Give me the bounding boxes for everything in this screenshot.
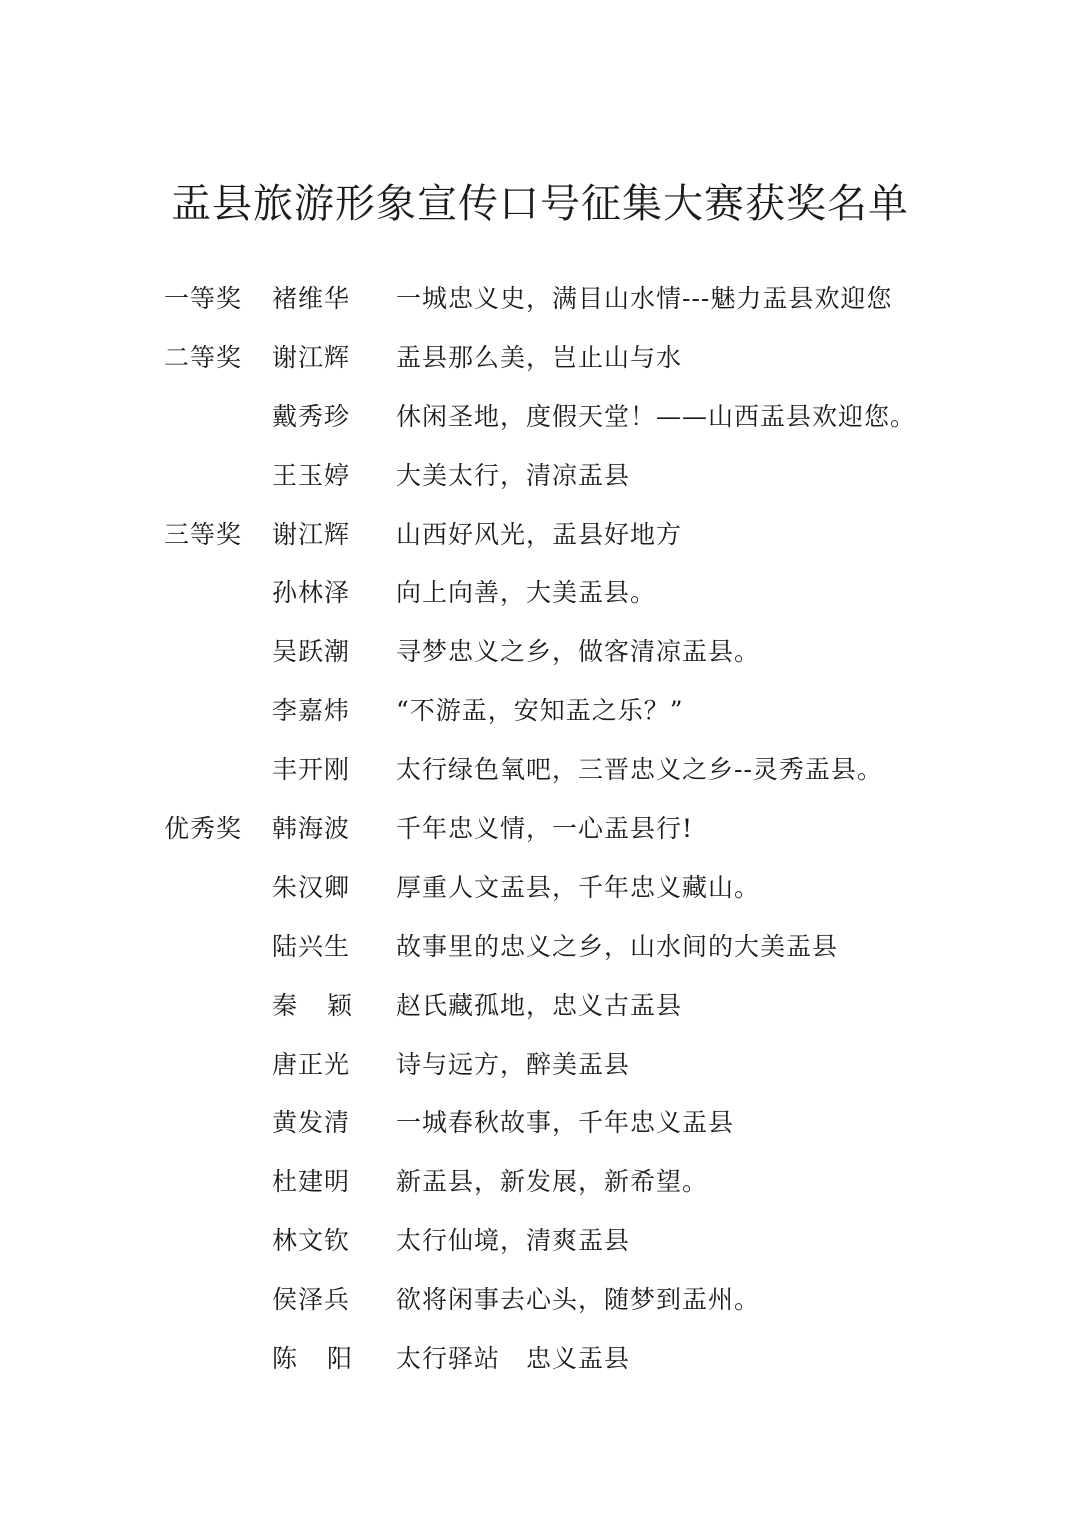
slogan-text: 一城忠义史，满目山水情---魅力盂县欢迎您 bbox=[396, 284, 893, 313]
prize-level: 三等奖 bbox=[164, 519, 243, 549]
winner-name: 谢江辉 bbox=[272, 342, 351, 372]
winner-name: 陈阳 bbox=[272, 1344, 383, 1374]
award-row bbox=[0, 741, 1080, 800]
winner-name: 褚维华 bbox=[272, 284, 351, 313]
slogan-text: 故事里的忠义之乡，山水间的大美盂县 bbox=[396, 931, 839, 961]
slogan-text: 向上向善，大美盂县。 bbox=[396, 578, 657, 608]
award-row bbox=[0, 388, 1080, 447]
award-row bbox=[0, 800, 1080, 859]
award-row bbox=[0, 447, 1080, 506]
slogan-text: 太行绿色氧吧，三晋忠义之乡--灵秀盂县。 bbox=[396, 755, 883, 785]
winner-name: 吴跃潮 bbox=[272, 637, 351, 667]
winner-name: 侯泽兵 bbox=[272, 1285, 351, 1315]
winner-name: 林文钦 bbox=[272, 1226, 351, 1256]
slogan-text: 新盂县，新发展，新希望。 bbox=[396, 1167, 709, 1197]
slogan-text: 千年忠义情，一心盂县行! bbox=[396, 814, 694, 844]
award-row bbox=[0, 1036, 1080, 1095]
page-title: 盂县旅游形象宣传口号征集大赛获奖名单 bbox=[171, 181, 909, 227]
winner-name: 秦颖 bbox=[272, 990, 383, 1020]
award-row bbox=[0, 1094, 1080, 1153]
winner-name: 朱汉卿 bbox=[272, 872, 351, 902]
winner-name: 孙林泽 bbox=[272, 578, 351, 608]
slogan-text: 休闲圣地，度假天堂！——山西盂县欢迎您。 bbox=[396, 401, 917, 431]
winner-name: 黄发清 bbox=[272, 1108, 351, 1138]
winner-name: 丰开刚 bbox=[272, 755, 351, 785]
winner-name: 王玉婷 bbox=[272, 460, 351, 490]
slogan-text: 盂县那么美，岂止山与水 bbox=[396, 342, 683, 372]
slogan-text: 山西好风光，盂县好地方 bbox=[396, 519, 683, 549]
award-row bbox=[0, 1330, 1080, 1389]
award-row bbox=[0, 506, 1080, 565]
slogan-text: 厚重人文盂县，千年忠义藏山。 bbox=[396, 872, 761, 902]
winner-name: 李嘉炜 bbox=[272, 696, 351, 726]
award-row bbox=[0, 270, 1080, 329]
slogan-text: 欲将闲事去心头，随梦到盂州。 bbox=[396, 1285, 761, 1315]
winner-name: 戴秀珍 bbox=[272, 401, 351, 431]
slogan-text: “不游盂，安知盂之乐？” bbox=[396, 696, 684, 726]
award-row bbox=[0, 564, 1080, 623]
award-row bbox=[0, 623, 1080, 682]
award-row bbox=[0, 682, 1080, 741]
slogan-text: 寻梦忠义之乡，做客清凉盂县。 bbox=[396, 637, 761, 667]
winner-name: 韩海波 bbox=[272, 814, 351, 844]
award-row bbox=[0, 977, 1080, 1036]
award-row bbox=[0, 1271, 1080, 1330]
winner-name: 谢江辉 bbox=[272, 519, 351, 549]
award-row bbox=[0, 329, 1080, 388]
winner-name: 唐正光 bbox=[272, 1049, 351, 1079]
award-list bbox=[0, 270, 1080, 1389]
slogan-text: 诗与远方，醉美盂县 bbox=[396, 1049, 631, 1079]
slogan-text: 大美太行，清凉盂县 bbox=[396, 460, 631, 490]
award-row bbox=[0, 1153, 1080, 1212]
slogan-text: 一城春秋故事，千年忠义盂县 bbox=[396, 1108, 735, 1138]
award-row bbox=[0, 1212, 1080, 1271]
award-row bbox=[0, 918, 1080, 977]
prize-level: 二等奖 bbox=[164, 342, 243, 372]
prize-level: 一等奖 bbox=[164, 284, 243, 313]
prize-level: 优秀奖 bbox=[164, 814, 243, 844]
slogan-text: 太行仙境，清爽盂县 bbox=[396, 1226, 631, 1256]
slogan-text: 太行驿站 忠义盂县 bbox=[396, 1344, 631, 1374]
winner-name: 陆兴生 bbox=[272, 931, 351, 961]
winner-name: 杜建明 bbox=[272, 1167, 351, 1197]
slogan-text: 赵氏藏孤地，忠义古盂县 bbox=[396, 990, 683, 1020]
award-row bbox=[0, 859, 1080, 918]
